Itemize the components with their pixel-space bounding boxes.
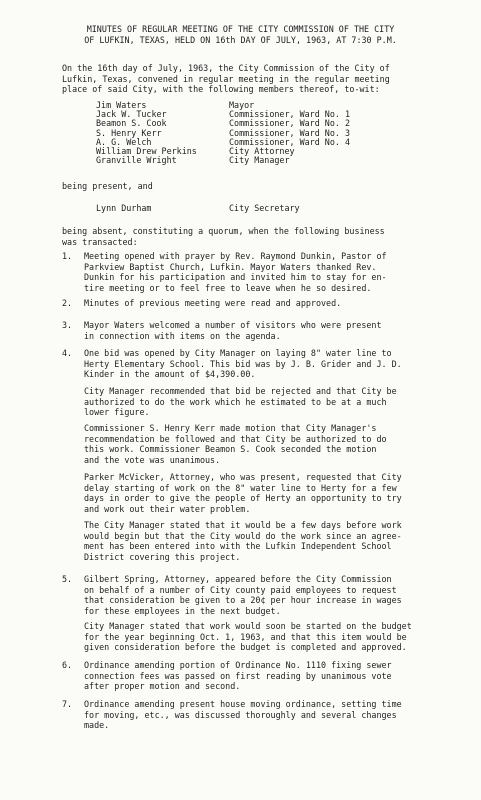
agenda-item xyxy=(84,699,402,731)
item-line: Mayor Waters welcomed a number of visitors who were present xyxy=(84,320,382,330)
item-line: authorized to do the work which he estimated to be at a much xyxy=(84,396,387,407)
item-line: City Manager recommended that bid be rejected and that City be xyxy=(84,386,397,396)
item-line: One bid was opened by City Manager on laying 8" water line to xyxy=(84,348,392,358)
item-line: Parkview Baptist Church, Lufkin. Mayor Waters thanked Rev. xyxy=(84,261,377,272)
member-name: Granville Wright xyxy=(96,155,177,166)
item-line: would begin but that the City would do the work since an agree- xyxy=(84,530,402,541)
roster-row xyxy=(96,155,350,164)
title-line-1: MINUTES OF REGULAR MEETING OF THE CITY COMMISSION OF THE CITY xyxy=(86,24,395,34)
member-title: City Secretary xyxy=(229,203,300,213)
item-line: Parker McVicker, Attorney, who was present, requested that City xyxy=(84,472,402,482)
item-line: Herty Elementary School. This bid was by J. B. Grider and J. D. xyxy=(84,358,402,369)
item-number: 3. xyxy=(62,320,73,330)
member-title: Commissioner, Ward No. 2 xyxy=(229,118,351,129)
member-title: Commissioner, Ward No. 3 xyxy=(229,127,351,138)
item-line: District covering this project. xyxy=(84,551,241,562)
item-line: connection fees was passed on first reading by unanimous vote xyxy=(84,670,392,681)
item-number: 4. xyxy=(62,348,73,358)
agenda-item xyxy=(84,251,387,293)
member-title: Commissioner, Ward No. 4 xyxy=(229,136,351,147)
item-line: days in order to give the people of Herty an opportunity to try xyxy=(84,493,402,504)
item-line: recommendation be followed and that City be authorized to do xyxy=(84,433,387,444)
member-name: William Drew Perkins xyxy=(96,145,197,156)
item-line: after proper motion and second. xyxy=(84,681,241,692)
item-line: Kinder in the amount of $4,390.00. xyxy=(84,369,256,380)
item-number: 2. xyxy=(62,298,73,308)
item-line: City Manager stated that work would soon be started on the budget xyxy=(84,621,412,631)
roster-row xyxy=(96,128,350,137)
agenda-item xyxy=(84,660,392,692)
being-present-text: being present, and xyxy=(62,181,153,191)
roster-row xyxy=(96,137,350,146)
agenda-item xyxy=(84,574,402,616)
item-line: Ordinance amending present house moving ordinance, setting time xyxy=(84,699,402,709)
members-present-list xyxy=(96,100,350,164)
member-title: City Manager xyxy=(229,155,290,166)
roster-row xyxy=(96,109,350,118)
item-line: delay starting of work on the 8" water line to Herty for a few xyxy=(84,482,397,493)
item-number: 7. xyxy=(62,699,73,709)
item-line: Meeting opened with prayer by Rev. Raymond Dunkin, Pastor of xyxy=(84,251,387,261)
item-line: made. xyxy=(84,720,110,731)
item-line: on behalf of a number of City county paid employees to request xyxy=(84,584,397,595)
item-line: Gilbert Spring, Attorney, appeared before the City Commission xyxy=(84,574,392,584)
item-paragraph xyxy=(84,520,402,562)
item-number: 5. xyxy=(62,574,73,584)
title-line-2: OF LUFKIN, TEXAS, HELD ON 16th DAY OF JULY, 1963, AT 7:30 P.M. xyxy=(84,34,397,45)
document-title xyxy=(0,24,481,45)
item-line: and work out their water problem. xyxy=(84,503,251,514)
item-line: this work. Commissioner Beamon S. Cook seconded the motion xyxy=(84,444,377,455)
member-name: Jim Waters xyxy=(96,100,147,110)
opening-line: Lufkin, Texas, convened in regular meeting in the regular meeting xyxy=(62,73,390,84)
item-line: lower figure. xyxy=(84,407,150,418)
item-line: Dunkin for his participation and invited him to stay for en- xyxy=(84,272,387,283)
item-paragraph xyxy=(84,423,387,465)
item-line: tire meeting or to feel free to leave when he so desired. xyxy=(84,282,372,293)
quorum-line: being absent, constituting a quorum, when the following business xyxy=(62,226,385,236)
item-line: and the vote was unanimous. xyxy=(84,454,221,465)
item-line: for moving, etc., was discussed thoroughly and several changes xyxy=(84,709,397,720)
item-paragraph xyxy=(84,386,397,418)
member-title: City Attorney xyxy=(229,145,295,156)
item-line: for the year beginning Oct. 1, 1963, and that this item would be xyxy=(84,631,407,642)
item-line: Minutes of previous meeting were read and approved. xyxy=(84,298,342,308)
item-line: for these employees in the next budget. xyxy=(84,605,281,616)
item-line: ment has been entered into with the Lufkin Independent School xyxy=(84,541,392,552)
item-line: Ordinance amending portion of Ordinance No. 1110 fixing sewer xyxy=(84,660,392,670)
agenda-item xyxy=(84,348,402,380)
item-number: 1. xyxy=(62,251,73,261)
roster-row xyxy=(96,118,350,127)
member-name: S. Henry Kerr xyxy=(96,127,162,138)
roster-row xyxy=(96,100,350,109)
roster-row xyxy=(96,146,350,155)
item-line: that consideration be given to a 20¢ per hour increase in wages xyxy=(84,595,402,606)
opening-paragraph xyxy=(62,63,390,95)
opening-line: place of said City, with the following members thereof, to-wit: xyxy=(62,84,380,95)
member-name: Lynn Durham xyxy=(96,203,152,213)
agenda-item xyxy=(84,320,382,341)
item-line: in connection with items on the agenda. xyxy=(84,330,281,341)
member-name: A. G. Welch xyxy=(96,136,152,147)
item-line: Commissioner S. Henry Kerr made motion that City Manager's xyxy=(84,423,377,433)
member-title: Mayor xyxy=(229,100,255,110)
quorum-paragraph xyxy=(62,226,385,247)
item-line: The City Manager stated that it would be a few days before work xyxy=(84,520,402,530)
item-paragraph xyxy=(84,472,402,514)
agenda-item xyxy=(84,298,341,309)
roster-row xyxy=(96,203,300,212)
item-number: 6. xyxy=(62,660,73,670)
member-name: Beamon S. Cook xyxy=(96,118,167,129)
item-paragraph xyxy=(84,621,412,653)
member-title: Commissioner, Ward No. 1 xyxy=(229,109,351,120)
item-line: given consideration before the budget is completed and approved. xyxy=(84,642,407,653)
quorum-line: was transacted: xyxy=(62,236,138,247)
absent-member xyxy=(96,203,300,212)
opening-line: On the 16th day of July, 1963, the City Commission of the City of xyxy=(62,63,390,73)
member-name: Jack W. Tucker xyxy=(96,109,167,120)
